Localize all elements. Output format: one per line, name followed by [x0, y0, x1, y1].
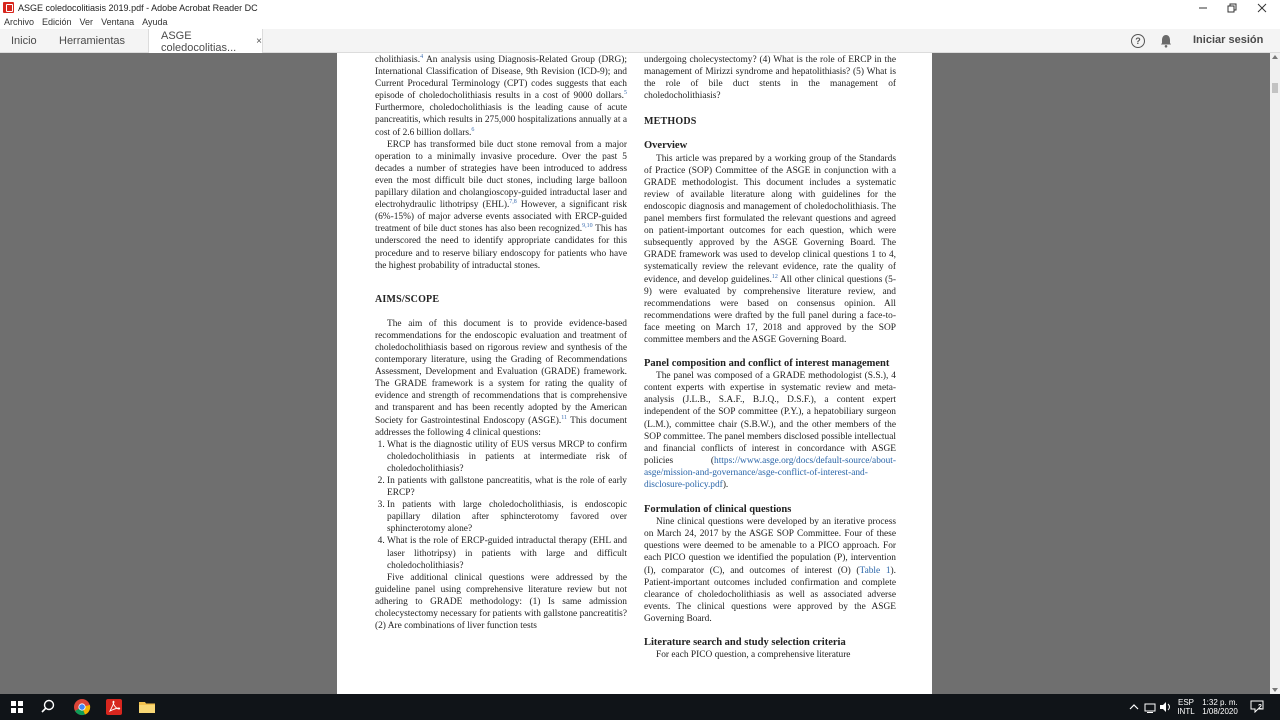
- formulation-heading: Formulation of clinical questions: [644, 504, 792, 516]
- literature-heading: Literature search and study selection criteria: [644, 637, 846, 649]
- list-item: 3. In patients with large choledocholithiasis, is endoscopic papillary dilation after sphincterotomy favored over sphincterotomy alone?: [387, 499, 627, 535]
- windows-start-icon[interactable]: [11, 701, 23, 713]
- clinical-questions-list: [375, 439, 627, 572]
- search-icon[interactable]: [39, 698, 57, 716]
- paragraph: undergoing cholecystectomy? (4) What is the role of ERCP in the management of Mirizzi syndrome and hepatolithiasis? (5) What is the role of bile duct stents in the management of choledocholithiasis?: [644, 55, 896, 102]
- table-1-link[interactable]: Table 1: [859, 565, 891, 576]
- clock-time: 1:32 p. m.: [1202, 698, 1238, 707]
- notification-bell-icon[interactable]: [1160, 34, 1172, 48]
- keyboard-layout: INTL: [1177, 707, 1195, 716]
- help-icon[interactable]: ?: [1131, 34, 1145, 48]
- window-title: ASGE coledocolitiasis 2019.pdf - Adobe Acrobat Reader DC: [18, 2, 258, 13]
- asge-policy-link[interactable]: https://www.asge.org/docs/default-source/about-asge/mission-and-governance/asge-conflict-of-interest-and-disclosure-policy.pdf: [644, 455, 896, 490]
- sign-in-link[interactable]: Iniciar sesión: [1193, 34, 1264, 46]
- close-window-button[interactable]: [1245, 0, 1279, 15]
- restore-button[interactable]: [1215, 0, 1249, 15]
- scroll-thumb[interactable]: [1272, 83, 1278, 93]
- network-icon[interactable]: [1143, 698, 1157, 716]
- clock-date: 1/08/2020: [1202, 707, 1238, 716]
- tab-document[interactable]: [148, 29, 263, 54]
- paragraph: Five additional clinical questions were addressed by the guideline panel using comprehensive literature review but not adhering to GRADE methodology: (1) Is same admission cholecystectomy necessary for patients with gallstone pancreatitis? (2) Are combinations of liver function tests: [375, 572, 627, 632]
- menu-ayuda[interactable]: Ayuda: [142, 17, 168, 27]
- paragraph: ERCP has transformed bile duct stone removal from a major operation to a minimally invasive procedure. Over the past 5 decades a number of strategies have been introduced to address even the most difficult bile duct stones, including large balloon papillary dilation and cholangioscopy-guided intraductal laser and electrohydraulic lithotripsy (EHL).$^{7,8}$ However, a significant risk (6%-15%) of major adverse events associated with ERCP-guided treatment of bile duct stones has also been recognized.$^{9,10}$ This has underscored the need to identify appropriate candidates for this procedure and to reserve biliary endoscopy for patients who have the highest probability of intraductal stones.: [375, 139, 627, 271]
- acrobat-taskbar-icon[interactable]: [105, 698, 123, 716]
- aims-heading: AIMS/SCOPE: [375, 293, 440, 305]
- vertical-scrollbar[interactable]: [1270, 53, 1280, 694]
- paragraph: Nine clinical questions were developed by an iterative process on March 24, 2017 by the ASGE SOP Committee. Four of these questions were deemed to be amenable to a PICO approach. For each PICO question we identified the population (P), intervention (I), comparator (C), and outcomes of interest (O) (Table 1). Patient-important outcomes included confirmation and complete clearance of choledocholithiasis as well as associated adverse events. The clinical questions were approved by the ASGE Governing Board.: [644, 517, 896, 624]
- paragraph: This article was prepared by a working group of the Standards of Practice (SOP) Committee of the ASGE in conjunction with a GRADE methodologist. This document includes a systematic review of available literature along with guidelines for the endoscopic diagnosis and management of choledocholithiasis. The panel members first formulated the relevant questions and agreed on patient-important outcomes for each question, which were subsequently approved by the ASGE Governing Board. The GRADE framework was used to develop clinical questions 1 to 4, systematically review the relevant evidence, rate the quality of evidence, and develop guidelines.$^{12}$ All other clinical questions (5-9) were evaluated by comprehensive literature review, and recommendations were based on consensus opinion. All recommendations were drafted by the full panel during a face-to-face meeting on March 17, 2018 and approved by the SOP committee members and the ASGE Governing Board.: [644, 153, 896, 345]
- tab-tools[interactable]: [59, 29, 125, 53]
- menu-ver[interactable]: Ver: [79, 17, 94, 27]
- menu-bar: [0, 15, 1280, 29]
- minimize-icon: [1198, 3, 1208, 13]
- restore-icon: [1227, 3, 1237, 13]
- paragraph: For each PICO question, a comprehensive literature: [656, 650, 851, 661]
- list-item: 2. In patients with gallstone pancreatitis, what is the role of early ERCP?: [387, 475, 627, 499]
- paragraph: The panel was composed of a GRADE methodologist (S.S.), 4 content experts with expertise in systematic review and meta-analysis (J.L.B., S.A.F., B.J.Q., D.S.F.), a content expert independent of the SOP committee (P.Y.), a hepatobiliary surgeon (L.M.), committee chair (S.B.W.), and the other members of the SOP committee. The panel members disclosed possible intellectual and financial conflicts of interest in concordance with ASGE policies (https://www.asge.org/docs/default-source/about-asge/mission-and-governance/asge-conflict-of-interest-and-disclosure-policy.pdf).: [644, 371, 896, 490]
- notification-count: 2: [1258, 704, 1262, 711]
- close-icon: [1257, 3, 1267, 13]
- clock[interactable]: [1198, 694, 1242, 720]
- document-viewport[interactable]: [0, 53, 1270, 694]
- right-column: [644, 54, 896, 661]
- scroll-down-icon[interactable]: [1272, 688, 1278, 692]
- left-column: [375, 54, 627, 632]
- input-language[interactable]: [1176, 694, 1196, 720]
- title-bar: [0, 0, 1280, 15]
- paragraph: The aim of this document is to provide evidence-based recommendations for the endoscopic evaluation and treatment of choledocholithiasis based on rigorous review and synthesis of the contemporary literature, using the Grading of Recommendations Assessment, Development and Evaluation (GRADE) framework. The GRADE framework is a system for rating the quality of evidence and strength of recommendations that is comprehensive and transparent and has been recently adopted by the American Society for Gastrointestinal Endoscopy (ASGE).$^{11}$ This document addresses the following 4 clinical questions:: [375, 318, 627, 438]
- paragraph: cholithiasis.$^4$ An analysis using Diagnosis-Related Group (DRG); International Classification of Disease, 9th Revision (ICD-9); and Current Procedural Terminology (CPT) codes suggests that each episode of choledocholithiasis results in a cost of 9000 dollars.$^5$ Furthermore, choledocholithiasis is the leading cause of acute pancreatitis, which results in 275,000 hospitalizations annually at a cost of 2.6 billion dollars.$^6$: [375, 53, 627, 138]
- menu-ventana[interactable]: Ventana: [101, 17, 135, 27]
- panel-heading: Panel composition and conflict of interest management: [644, 358, 890, 370]
- scroll-up-icon[interactable]: [1272, 55, 1278, 59]
- chrome-icon[interactable]: [73, 698, 91, 716]
- tab-bar: [0, 29, 1280, 53]
- tab-close-icon[interactable]: ×: [256, 36, 262, 47]
- file-explorer-icon[interactable]: [138, 698, 156, 716]
- taskbar: [0, 694, 1280, 720]
- methods-heading: METHODS: [644, 116, 697, 128]
- volume-icon[interactable]: [1159, 698, 1171, 716]
- menu-edicion[interactable]: Edición: [42, 17, 72, 27]
- menu-archivo[interactable]: Archivo: [4, 17, 35, 27]
- tab-home-label: Inicio: [11, 35, 37, 47]
- tab-tools-label: Herramientas: [59, 35, 126, 47]
- action-center-button[interactable]: [1250, 699, 1268, 715]
- tab-document-label: ASGE coledocolitias...: [161, 29, 237, 54]
- show-hidden-icons-icon[interactable]: [1128, 698, 1140, 716]
- language-code: ESP: [1177, 698, 1194, 707]
- list-item: 1. What is the diagnostic utility of EUS versus MRCP to confirm choledocholithiasis in patients at intermediate risk of choledocholithiasis?: [387, 439, 627, 475]
- tab-home[interactable]: [11, 29, 37, 53]
- pdf-page: [337, 53, 932, 694]
- list-item: 4. What is the role of ERCP-guided intraductal therapy (EHL and laser lithotripsy) in patients with large and difficult choledocholithiasis?: [387, 535, 627, 571]
- overview-heading: Overview: [644, 140, 688, 152]
- acrobat-app-icon: [3, 2, 14, 13]
